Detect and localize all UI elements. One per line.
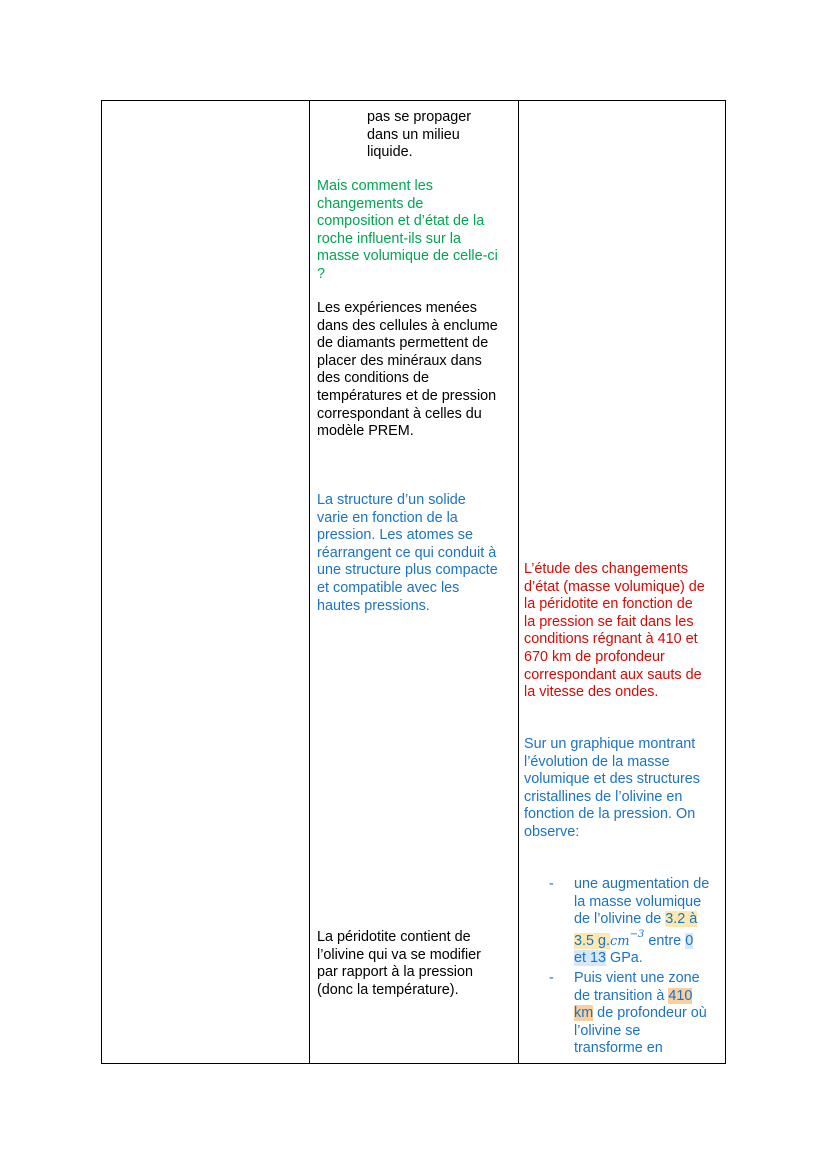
highlighted-value: km [574,1005,594,1022]
text-fragment: entre [644,932,686,949]
text-line: pression. Les atomes se [317,527,473,544]
text-line: conditions régnant à 410 et [524,631,698,648]
unit-exponent: −3 [629,928,645,940]
text-line [574,988,707,1006]
text-line: dans des cellules à enclume [317,317,498,334]
text-line: une structure plus compacte [317,562,498,579]
text-line: 670 km de profondeur [524,648,665,665]
text-line: et compatible avec les [317,579,460,596]
text-line: hautes pressions. [317,597,430,614]
bullet-item-2 [574,970,707,1058]
text-line: des conditions de [317,370,430,387]
list-bullet: - [549,970,554,986]
text-line: l’olivine qui va se modifier [317,946,481,963]
text-line: une augmentation de [574,876,710,892]
text-line: placer des minéraux dans [317,352,482,369]
text-line: correspondant aux sauts de [524,666,702,683]
text-line: Puis vient une zone [574,970,700,986]
text-fragment: de transition à [574,987,669,1004]
experiences-paragraph [317,300,498,441]
text-fragment: de profondeur où [593,1005,707,1022]
text-line: la péridotite en fonction de [524,596,693,613]
text-line: la vitesse des ondes. [524,684,659,701]
text-line: par rapport à la pression [317,964,473,981]
column-divider-2 [518,101,519,1063]
text-line: Mais comment les [317,178,433,194]
text-fragment: GPa. [606,949,643,966]
text-line: La structure d’un solide [317,492,466,508]
text-line: La péridotite contient de [317,929,471,945]
text-line: cristallines de l’olivine en [524,788,683,805]
highlighted-value: 3.2 à [665,911,698,928]
highlighted-value: et 13 [574,949,607,966]
text-line: l’évolution de la masse [524,753,670,770]
text-line [574,950,709,968]
text-line [574,1005,707,1023]
list-bullet: - [549,876,554,892]
text-line: d’état (masse volumique) de [524,578,705,595]
text-line: volumique et des structures [524,771,700,788]
text-line: de diamants permettent de [317,335,489,352]
structure-paragraph [317,492,498,615]
column-divider-1 [309,101,310,1063]
text-line [574,929,709,950]
text-line: températures et de pression [317,387,497,404]
text-line: Les expériences menées [317,300,477,316]
text-line: (donc la température). [317,981,459,998]
text-line: transforme en [574,1040,663,1057]
highlighted-value: 410 [668,987,693,1004]
text-line: la masse volumique [574,893,702,910]
question-paragraph [317,178,498,284]
text-line: Sur un graphique montrant [524,736,696,752]
continuation-text [367,109,471,162]
text-line: observe: [524,823,580,840]
text-line: changements de [317,195,424,212]
text-line: l’olivine se [574,1022,641,1039]
text-line: composition et d’état de la [317,213,485,230]
text-line: liquide. [367,144,413,161]
text-fragment: de l’olivine de [574,911,666,928]
text-line: L’étude des changements [524,561,689,577]
graphique-paragraph [524,736,700,842]
text-line: modèle PREM. [317,423,414,440]
etude-paragraph [524,561,705,702]
text-line: réarrangent ce qui conduit à [317,544,497,561]
peridotite-paragraph [317,929,481,999]
text-line [574,911,709,929]
highlighted-value: 3.5 g. [574,932,611,949]
highlighted-value: 0 [685,932,694,949]
text-line: roche influent-ils sur la [317,230,461,247]
text-line: pas se propager [367,109,472,125]
text-line: fonction de la pression. On [524,806,696,823]
text-line: ? [317,265,326,282]
unit-text: cm [610,933,630,949]
text-line: la pression se fait dans les [524,613,694,630]
text-line: correspondant à celles du [317,405,482,422]
text-line: varie en fonction de la [317,509,458,526]
text-line: dans un milieu [367,126,460,143]
bullet-item-1 [574,876,709,967]
text-line: masse volumique de celle-ci [317,248,498,265]
